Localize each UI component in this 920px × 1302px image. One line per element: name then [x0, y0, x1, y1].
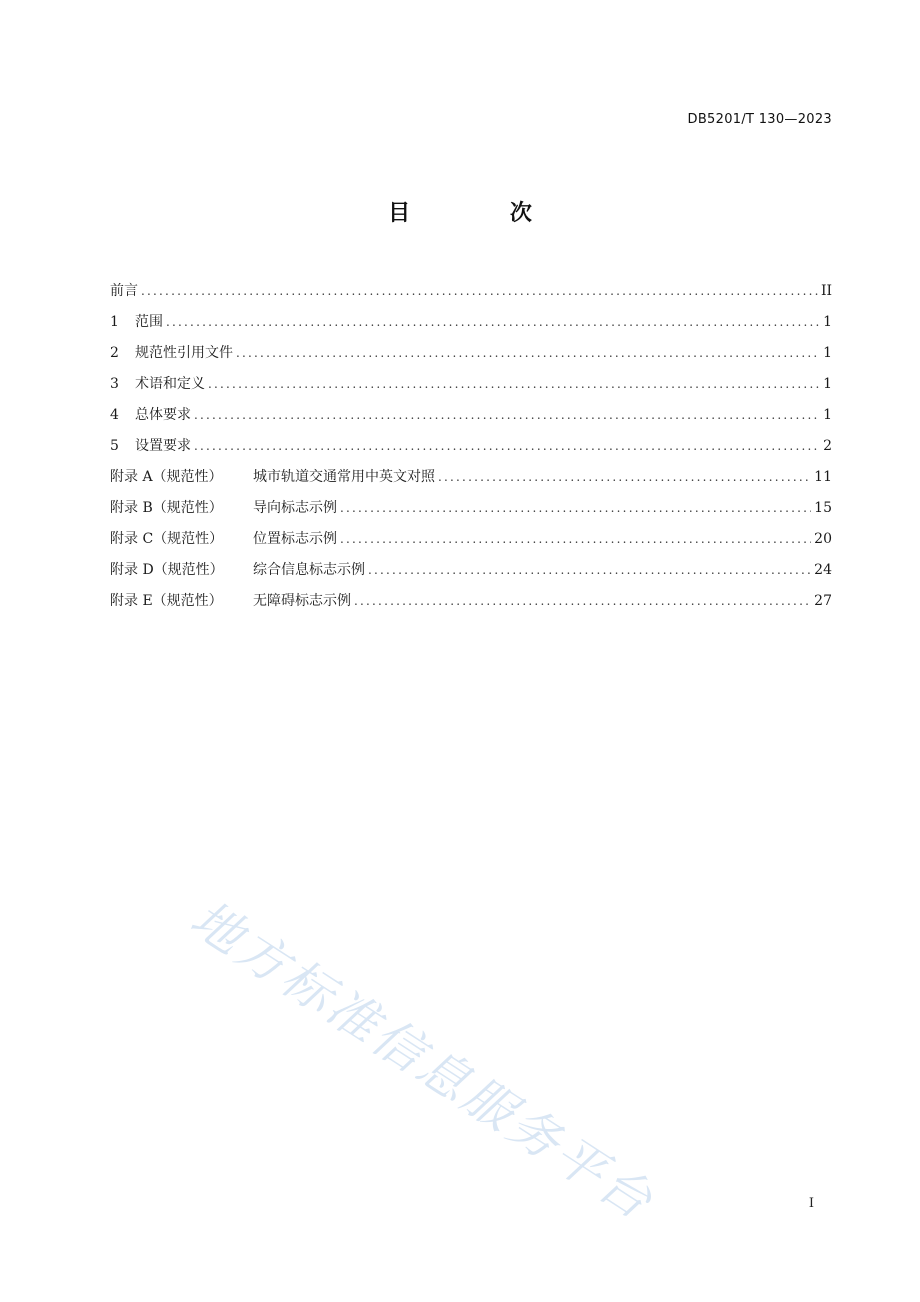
toc-entry-annex-e[interactable]: [110, 590, 832, 621]
toc-entry-page: 20: [814, 531, 832, 547]
toc-entry-label: 无障碍标志示例: [253, 593, 351, 609]
toc-entry-page: 2: [823, 438, 832, 454]
toc-entry-normative-references[interactable]: [110, 342, 832, 373]
toc-annex-prefix: 附录 C（规范性）: [110, 531, 224, 547]
toc-leader-dots: [141, 280, 818, 302]
toc-entry-label: 综合信息标志示例: [253, 562, 365, 578]
table-of-contents: [110, 280, 832, 621]
toc-entry-number: 1: [110, 314, 119, 330]
toc-entry-label: 前言: [110, 283, 138, 299]
toc-entry-number: 2: [110, 345, 119, 361]
toc-entry-annex-a[interactable]: [110, 466, 832, 497]
toc-leader-dots: [340, 497, 811, 519]
toc-entry-label: 范围: [135, 314, 163, 330]
document-code: DB5201/T 130—2023: [687, 112, 832, 127]
toc-entry-label: 规范性引用文件: [135, 345, 233, 361]
toc-entry-page: 24: [814, 562, 832, 578]
toc-entry-annex-b[interactable]: [110, 497, 832, 528]
toc-entry-page: 11: [814, 469, 832, 485]
toc-entry-page: 1: [823, 376, 832, 392]
toc-title: 目 次: [388, 201, 578, 226]
toc-entry-page: II: [820, 283, 832, 299]
toc-leader-dots: [194, 435, 820, 457]
toc-entry-label: 设置要求: [135, 438, 191, 454]
toc-leader-dots: [236, 342, 820, 364]
toc-entry-label: 城市轨道交通常用中英文对照: [253, 469, 435, 485]
toc-entry-number: 4: [110, 407, 119, 423]
toc-entry-foreword[interactable]: [110, 280, 832, 311]
toc-entry-page: 27: [814, 593, 832, 609]
toc-entry-label: 导向标志示例: [253, 500, 337, 516]
toc-entry-page: 1: [823, 407, 832, 423]
toc-entry-scope[interactable]: [110, 311, 832, 342]
toc-leader-dots: [194, 404, 820, 426]
toc-entry-label: 位置标志示例: [253, 531, 337, 547]
toc-entry-general-requirements[interactable]: [110, 404, 832, 435]
toc-entry-annex-c[interactable]: [110, 528, 832, 559]
toc-entry-page: 1: [823, 345, 832, 361]
toc-entry-setting-requirements[interactable]: [110, 435, 832, 466]
toc-annex-prefix: 附录 B（规范性）: [110, 500, 223, 516]
toc-annex-prefix: 附录 A（规范性）: [110, 469, 223, 485]
toc-leader-dots: [354, 590, 811, 612]
toc-entry-label: 总体要求: [135, 407, 191, 423]
toc-leader-dots: [340, 528, 811, 550]
page-number: I: [808, 1196, 814, 1211]
toc-leader-dots: [438, 466, 811, 488]
toc-entry-terms-definitions[interactable]: [110, 373, 832, 404]
toc-annex-prefix: 附录 E（规范性）: [110, 593, 223, 609]
toc-entry-number: 5: [110, 438, 119, 454]
toc-entry-page: 15: [814, 500, 832, 516]
toc-entry-label: 术语和定义: [135, 376, 205, 392]
toc-entry-annex-d[interactable]: [110, 559, 832, 590]
toc-entry-page: 1: [823, 314, 832, 330]
watermark: 地方标准信息服务平台: [180, 889, 665, 1232]
toc-leader-dots: [166, 311, 820, 333]
toc-leader-dots: [208, 373, 820, 395]
toc-entry-number: 3: [110, 376, 119, 392]
toc-leader-dots: [368, 559, 811, 581]
toc-annex-prefix: 附录 D（规范性）: [110, 562, 224, 578]
